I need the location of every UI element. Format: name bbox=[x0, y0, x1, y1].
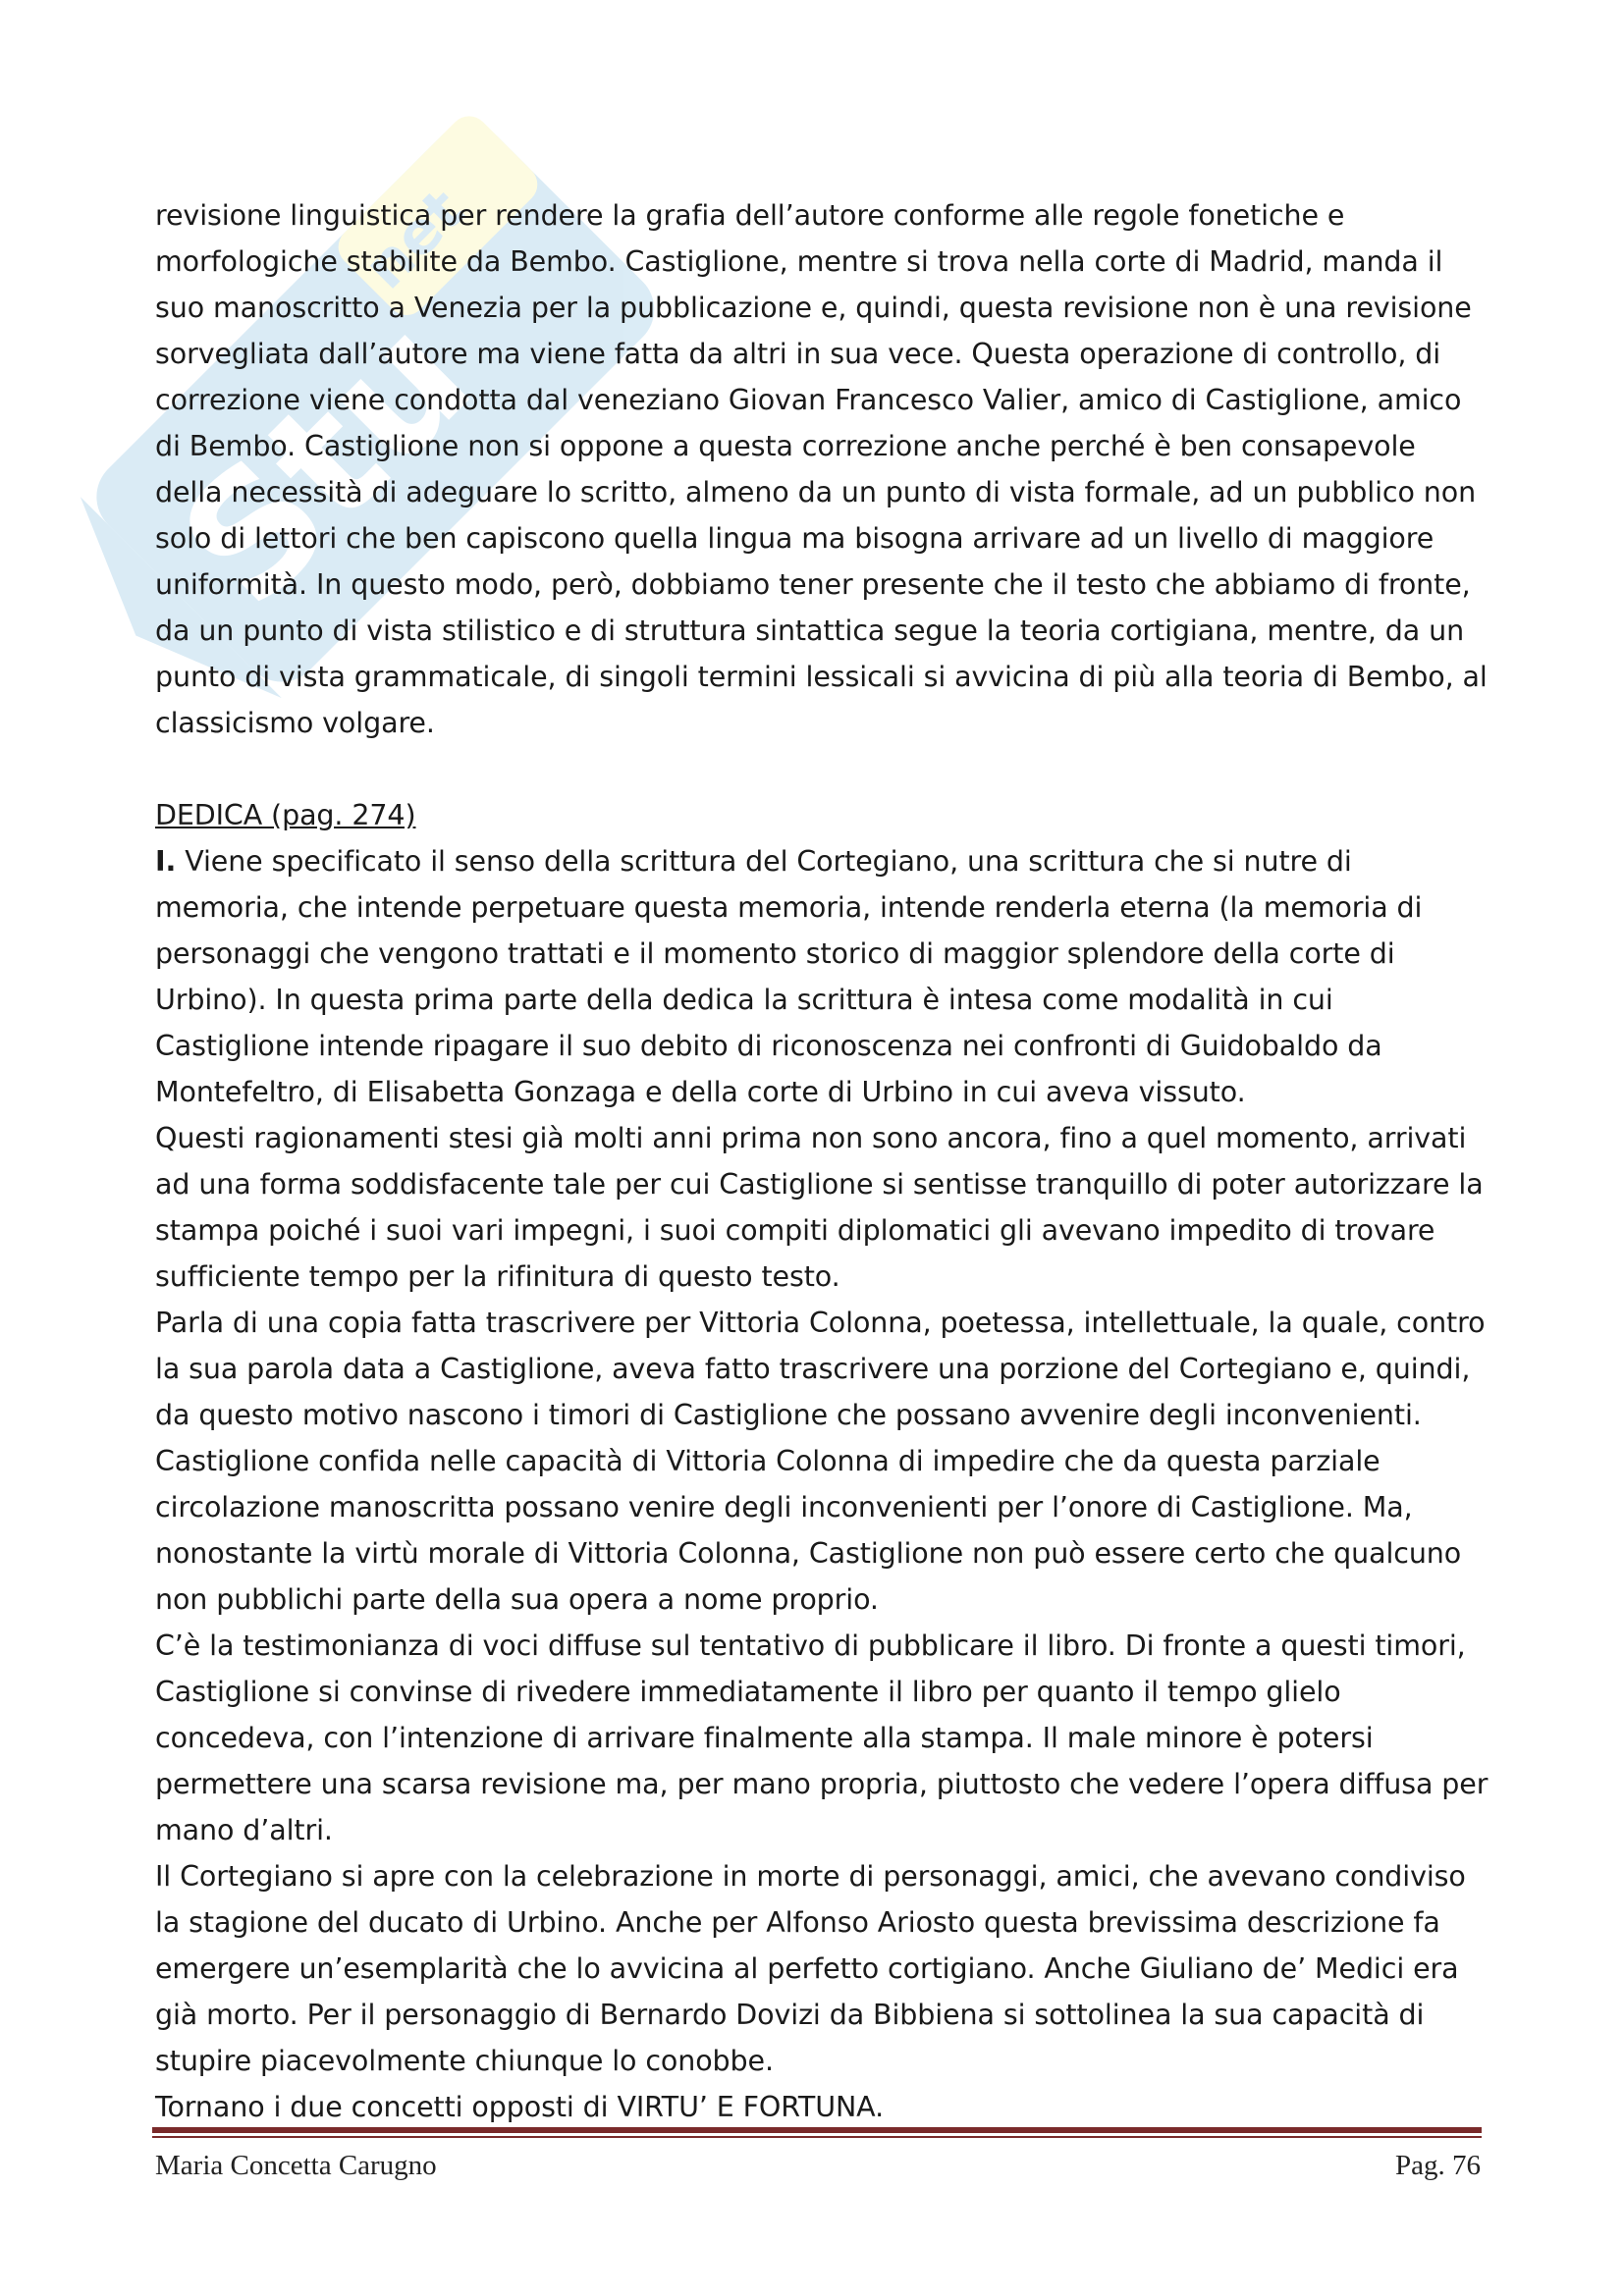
section-marker: I. bbox=[155, 845, 177, 878]
footer-page-number: Pag. 76 bbox=[1395, 2150, 1481, 2181]
footer-author: Maria Concetta Carugno bbox=[155, 2150, 437, 2181]
section-heading: DEDICA (pag. 274) bbox=[155, 799, 416, 831]
paragraph-2: Questi ragionamenti stesi già molti anni prima non sono ancora, fino a quel momento, arrivati ad una forma soddisfacente tale per cui Castiglione si sentisse tranquillo di poter autorizzare la stampa poiché i suoi vari impegni, i suoi compiti diplomatici gli avevano impedito di trovare sufficiente tempo per la rifinitura di questo testo. bbox=[155, 1122, 1484, 1293]
svg-text:net: net bbox=[351, 176, 478, 303]
paragraph-1-text: Viene specificato il senso della scrittura del Cortegiano, una scrittura che si nutre di memoria, che intende perpetuare questa memoria, intende renderla eterna (la memoria di personaggi che vengono trattati e il momento storico di maggior splendore della corte di Urbino). In questa prima parte della dedica la scrittura è intesa come modalità in cui Castiglione intende ripagare il suo debito di riconoscenza nei confronti di Guidobaldo da Montefeltro, di Elisabetta Gonzaga e della corte di Urbino in cui aveva vissuto. bbox=[155, 845, 1423, 1108]
paragraph-5: Il Cortegiano si apre con la celebrazione in morte di personaggi, amici, che avevano condiviso la stagione del ducato di Urbino. Anche per Alfonso Ariosto questa brevissima descrizione fa emergere un’esemplarità che lo avvicina al perfetto cortigiano. Anche Giuliano de’ Medici era già morto. Per il personaggio di Bernardo Dovizi da Bibbiena si sottolinea la sua capacità di stupire piacevolmente chiunque lo conobbe. bbox=[155, 1860, 1466, 2077]
paragraph-intro: revisione linguistica per rendere la grafia dell’autore conforme alle regole fonetiche e morfologiche stabilite da Bembo. Castiglione, mentre si trova nella corte di Madrid, manda il suo manoscritto a Venezia per la pubblicazione e, quindi, questa revisione non è una revisione sorvegliata dall’autore ma viene fatta da altri in sua vece. Questa operazione di controllo, di correzione viene condotta dal veneziano Giovan Francesco Valier, amico di Castiglione, amico di Bembo. Castiglione non si oppone a questa correzione anche perché è ben consapevole della necessità di adeguare lo scritto, almeno da un punto di vista formale, ad un pubblico non solo di lettori che ben capiscono quella lingua ma bisogna arrivare ad un livello di maggiore uniformità. In questo modo, però, dobbiamo tener presente che il testo che abbiamo di fronte, da un punto di vista stilistico e di struttura sintattica segue la teoria cortigiana, mentre, da un punto di vista grammaticale, di singoli termini lessicali si avvicina di più alla teoria di Bembo, al classicismo volgare. bbox=[155, 199, 1488, 739]
document-body bbox=[155, 192, 1490, 2130]
paragraph-4: C’è la testimonianza di voci diffuse sul tentativo di pubblicare il libro. Di fronte a questi timori, Castiglione si convinse di rivedere immediatamente il libro per quanto il tempo glielo concedeva, con l’intenzione di arrivare finalmente alla stampa. Il male minore è potersi permettere una scarsa revisione ma, per mano propria, piuttosto che vedere l’opera diffusa per mano d’altri. bbox=[155, 1629, 1489, 1846]
footer-rule-thin bbox=[152, 2136, 1482, 2138]
svg-text:Stu: Stu bbox=[144, 280, 509, 644]
paragraph-6: Tornano i due concetti opposti di VIRTU’ E FORTUNA. bbox=[155, 2091, 885, 2123]
paragraph-gap bbox=[155, 746, 1490, 792]
paragraph-1 bbox=[155, 838, 1490, 1115]
paragraph-3: Parla di una copia fatta trascrivere per Vittoria Colonna, poetessa, intellettuale, la quale, contro la sua parola data a Castiglione, aveva fatto trascrivere una porzione del Cortegiano e, quindi, da questo motivo nascono i timori di Castiglione che possano avvenire degli inconvenienti. Castiglione confida nelle capacità di Vittoria Colonna di impedire che da questa parziale circolazione manoscritta possano venire degli inconvenienti per l’onore di Castiglione. Ma, nonostante la virtù morale di Vittoria Colonna, Castiglione non può essere certo che qualcuno non pubblichi parte della sua opera a nome proprio. bbox=[155, 1307, 1486, 1616]
